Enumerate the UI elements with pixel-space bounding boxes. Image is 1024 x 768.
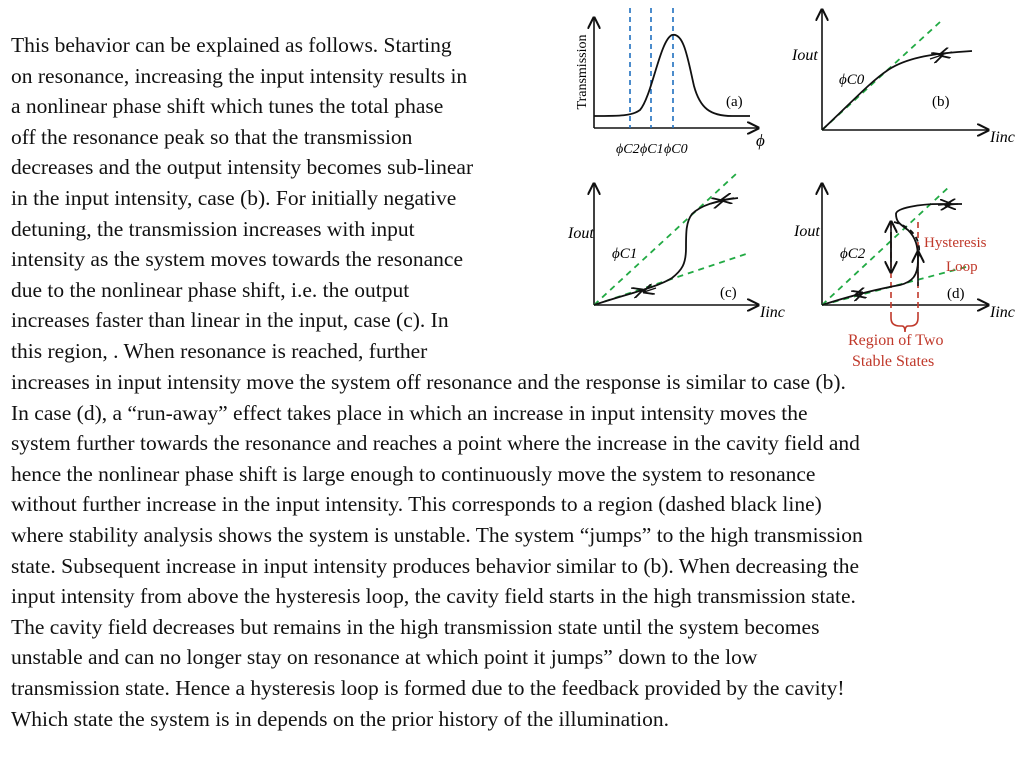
top-paragraph [11,30,571,367]
panel-a-xlabel: ϕ [756,131,765,150]
panel-d [793,184,1015,370]
text-line: on resonance, increasing the input intensity results in [11,63,468,88]
panel-c-curve-label: ϕC1 [612,246,638,262]
text-line: unstable and can no longer stay on resonance at which point it jumps” down to the low [11,645,758,670]
panel-b [791,10,1015,146]
panel-d-ylabel: Iout [794,223,820,240]
bottom-paragraph [11,367,1024,734]
linear-guide-high [594,174,736,305]
panel-d-curve-label: ϕC2 [840,246,866,262]
text-line: system further towards the resonance and reaches a point where the increase in the cavity field and [11,431,860,456]
text-line: without further increase in the input intensity. This corresponds to a region (dashed black line) [11,492,822,517]
tick-phi-c0: ϕC0 [664,142,688,157]
panel-d-xlabel: Iinc [990,304,1015,321]
region-label-line1: Region of Two [848,332,944,349]
panel-a-tag: (a) [726,94,743,110]
response-curve [822,51,972,130]
tick-phi-c2: ϕC2 [616,142,640,157]
arrow-down-high [722,198,734,200]
bistability-figure [560,0,1024,370]
text-line: The cavity field decreases but remains in the high transmission state until the system becomes [11,614,820,639]
panel-c-tag: (c) [720,285,737,301]
text-line: a nonlinear phase shift which tunes the total phase [11,94,444,119]
hysteresis-label: Hysteresis [924,235,987,251]
panel-b-xlabel: Iinc [990,129,1015,146]
panel-b-curve-label: ϕC0 [839,72,865,88]
panel-c-ylabel: Iout [568,225,594,242]
tick-phi-c1: ϕC1 [640,142,664,157]
region-brace [891,318,918,332]
text-line: hence the nonlinear phase shift is large enough to continuously move the system to resonance [11,461,816,486]
panel-b-tag: (b) [932,94,950,110]
text-line: detuning, the transmission increases with input [11,216,415,241]
panel-c [567,174,785,321]
text-line: input intensity from above the hysteresis loop, the cavity field starts in the high transmission state. [11,584,856,609]
text-line: increases faster than linear in the input, case (c). In [11,308,449,333]
loop-label: Loop [946,259,978,275]
text-line: intensity as the system moves towards the resonance [11,247,463,272]
text-line: state. Subsequent increase in input intensity produces behavior similar to (b). When decreasing the [11,553,860,578]
text-line: decreases and the output intensity becomes sub-linear [11,155,474,180]
text-line: increases in input intensity move the system off resonance and the response is similar to case (b). [11,370,846,394]
text-line: transmission state. Hence a hysteresis loop is formed due to the feedback provided by the cavity! [11,675,845,700]
text-line: In case (d), a “run-away” effect takes place in which an increase in input intensity moves the [11,400,808,425]
text-line: in the input intensity, case (b). For initially negative [11,185,457,210]
region-label-line2: Stable States [852,353,935,370]
text-line: where stability analysis shows the system is unstable. The system “jumps” to the high transmission [11,522,863,547]
text-line: due to the nonlinear phase shift, i.e. the output [11,277,410,302]
panel-b-ylabel: Iout [792,47,818,64]
panel-d-tag: (d) [947,286,965,302]
text-line: off the resonance peak so that the transmission [11,124,413,149]
text-line: Which state the system is in depends on the prior history of the illumination. [11,706,670,731]
panel-a-ylabel: Transmission [575,34,590,110]
text-line: This behavior can be explained as follows. Starting [11,33,452,57]
panel-a [575,8,765,157]
panel-c-xlabel: Iinc [760,304,785,321]
text-line: this region, . When resonance is reached, further [11,338,428,363]
arrow-down-high [946,204,958,205]
